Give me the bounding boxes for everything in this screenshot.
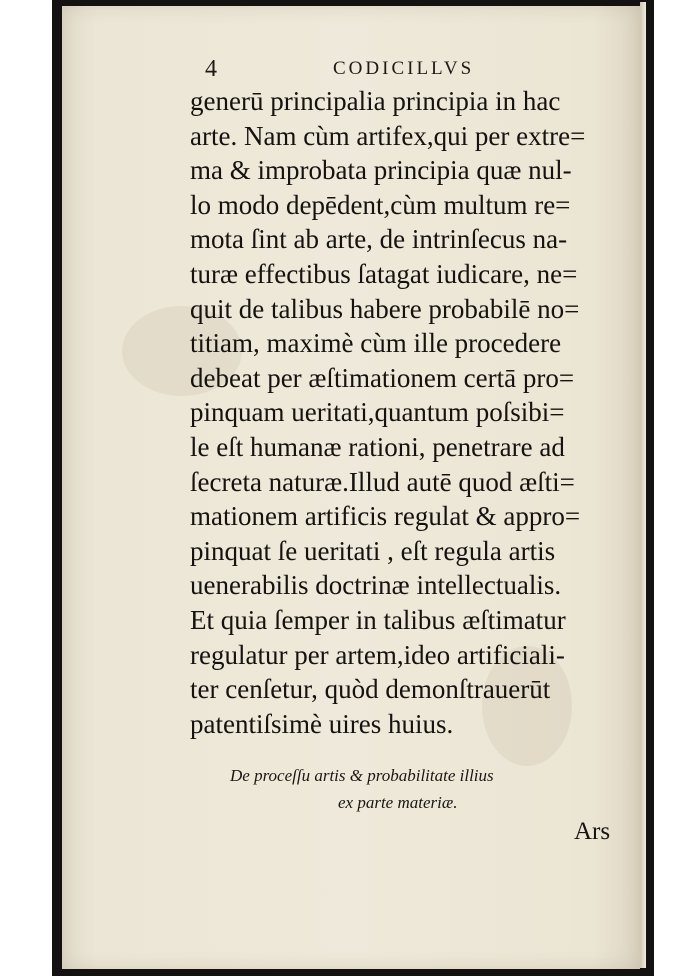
section-heading [230, 762, 620, 816]
text-line: le eſt humanæ rationi, penetrare ad [190, 431, 565, 462]
text-line: pinquam ueritati,quantum poſsibi= [190, 397, 565, 428]
page-number: 4 [205, 56, 217, 82]
text-line: turæ effectibus ſatagat iudicare, ne= [190, 258, 578, 289]
text-line: mota ſint ab arte, de intrinſecus na- [190, 224, 568, 255]
text-line: pinquat ſe ueritati , eſt regula artis [190, 535, 556, 566]
text-line: lo modo depēdent,cùm multum re= [190, 189, 571, 220]
text-line: arte. Nam cùm artifex,qui per extre= [190, 120, 586, 151]
text-line: generū principalia principia in hac [190, 86, 561, 116]
text-line: debeat per æſtimationem certā pro= [190, 362, 575, 393]
section-heading-line: De proceſſu artis & probabilitate illius [230, 766, 494, 785]
section-heading-line: ex parte materiæ. [338, 793, 458, 812]
running-title: CODICILLVS [333, 58, 475, 79]
text-line: quit de talibus habere probabilē no= [190, 293, 580, 324]
text-line: regulatur per artem,ideo artificiali- [190, 639, 565, 670]
text-line: patentiſsimè uires huius. [190, 708, 454, 739]
running-head [205, 56, 615, 86]
page-edge [640, 2, 646, 968]
text-line: uenerabilis doctrinæ intellectualis. [190, 570, 562, 601]
text-line: Et quia ſemper in talibus æſtimatur [190, 604, 566, 635]
text-line: mationem artificis regulat & appro= [190, 501, 581, 532]
catchword: Ars [574, 818, 611, 845]
text-line: ſecreta naturæ.Illud autē quod æſti= [190, 466, 575, 497]
text-line: titiam, maximè cùm ille procedere [190, 328, 562, 359]
text-line: ma & improbata principia quæ nul- [190, 155, 572, 186]
body-text [190, 84, 618, 741]
text-line: ter cenſetur, quòd demonſtrauerūt [190, 674, 551, 705]
